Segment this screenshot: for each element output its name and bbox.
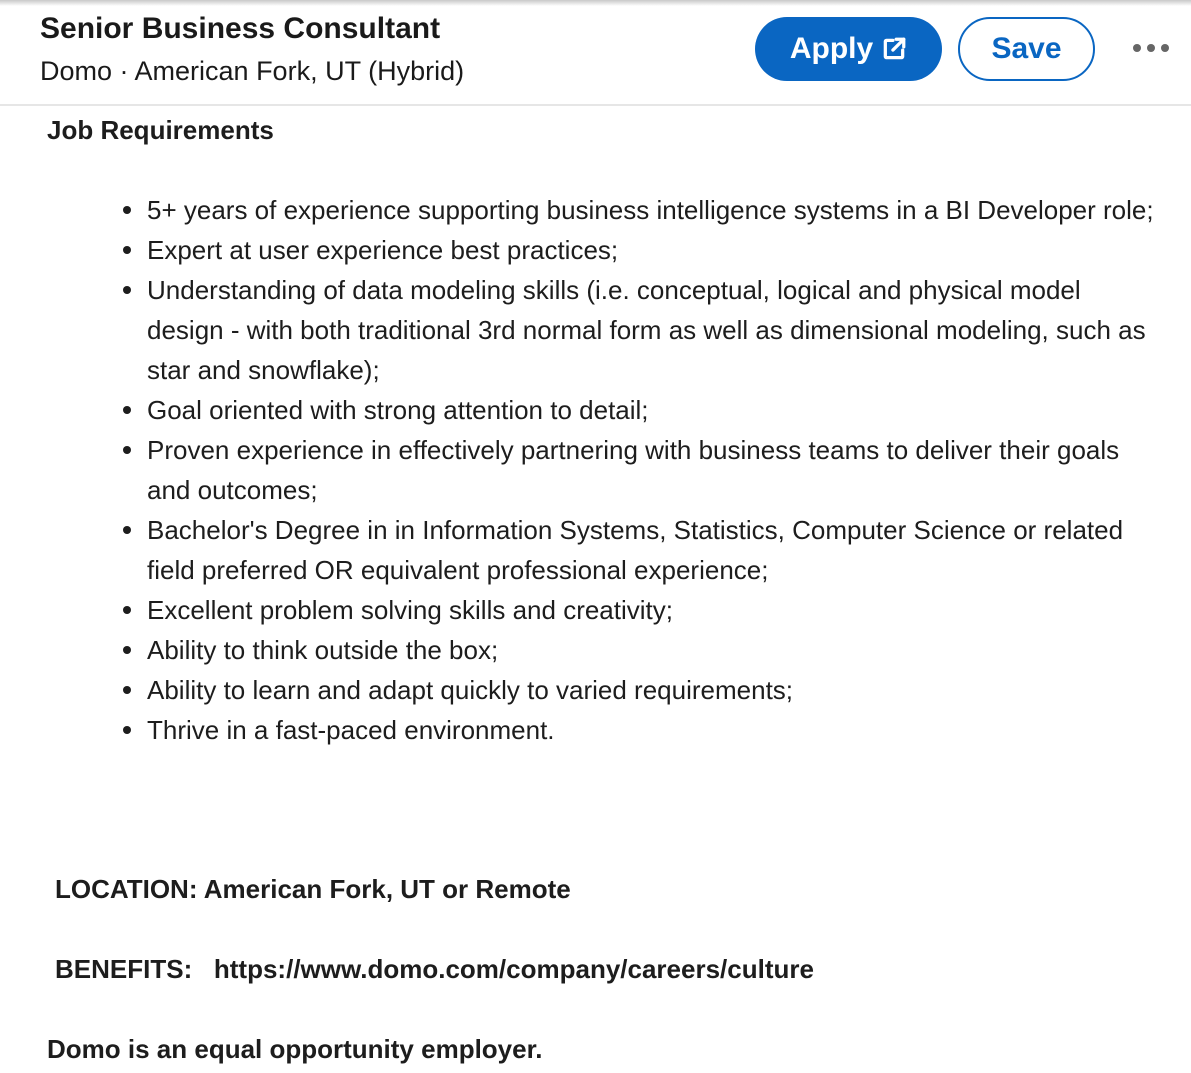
- job-subtitle: Domo · American Fork, UT (Hybrid): [40, 56, 465, 86]
- more-options-icon[interactable]: [1126, 30, 1176, 66]
- save-button[interactable]: Save: [958, 17, 1095, 81]
- eeo-statement: Domo is an equal opportunity employer.: [47, 1034, 543, 1064]
- list-item: Proven experience in effectively partnering with business teams to deliver their goals and outcomes;: [147, 430, 1162, 510]
- list-item: Understanding of data modeling skills (i.e. conceptual, logical and physical model design - with both traditional 3rd normal form as well as dimensional modeling, such as star and snowflake);: [147, 270, 1162, 390]
- list-item: Ability to think outside the box;: [147, 630, 1162, 670]
- external-link-icon: [881, 36, 907, 62]
- requirements-list: [147, 190, 1162, 750]
- list-item: Thrive in a fast-paced environment.: [147, 710, 1162, 750]
- list-item: Expert at user experience best practices;: [147, 230, 1162, 270]
- list-item: Goal oriented with strong attention to detail;: [147, 390, 1162, 430]
- section-title: Job Requirements: [47, 115, 274, 145]
- apply-button[interactable]: [755, 17, 942, 81]
- list-item: 5+ years of experience supporting business intelligence systems in a BI Developer role;: [147, 190, 1162, 230]
- job-header: [0, 0, 1191, 106]
- list-item: Excellent problem solving skills and creativity;: [147, 590, 1162, 630]
- location-text: LOCATION: American Fork, UT or Remote: [55, 874, 571, 904]
- list-item: Ability to learn and adapt quickly to varied requirements;: [147, 670, 1162, 710]
- list-item: Bachelor's Degree in in Information Systems, Statistics, Computer Science or related field preferred OR equivalent professional experience;: [147, 510, 1162, 590]
- apply-label: Apply: [789, 32, 874, 65]
- job-title: Senior Business Consultant: [40, 12, 441, 45]
- benefits-text: BENEFITS: https://www.domo.com/company/careers/culture: [55, 954, 814, 984]
